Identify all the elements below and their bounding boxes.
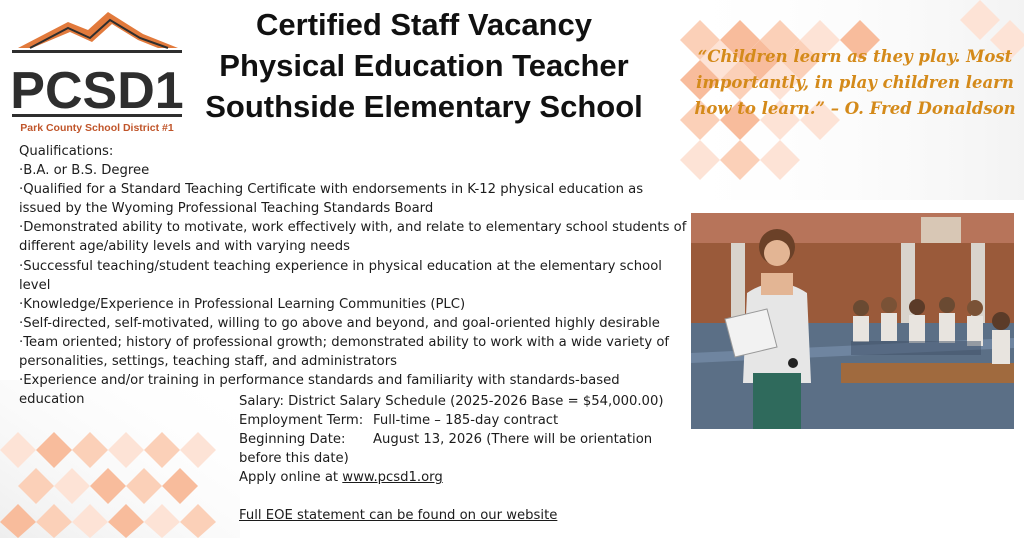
- title-line-position: Physical Education Teacher: [219, 48, 629, 83]
- eoe-statement-link[interactable]: Full EOE statement can be found on our website: [239, 508, 558, 524]
- spacer: [239, 487, 691, 506]
- beginning-date-row: [239, 430, 691, 468]
- qualification-item: ·Knowledge/Experience in Professional Learning Communities (PLC): [19, 296, 466, 312]
- qualifications-heading: Qualifications:: [19, 144, 114, 159]
- mountain-logo-graphic: [8, 8, 186, 136]
- teacher-gym-photo: [691, 213, 1014, 429]
- apply-online-row: [239, 468, 691, 487]
- qualification-item: ·B.A. or B.S. Degree: [19, 163, 150, 179]
- job-details-section: [239, 392, 691, 526]
- quote-text: “Children learn as they play. Most importantly, in play children learn how to learn.” – O. Fred Donaldson: [694, 47, 1016, 118]
- apply-online-text: Apply online at: [239, 470, 343, 486]
- qualification-item: ·Demonstrated ability to motivate, work effectively with, and relate to elementary school students of different age/ability levels and with varying needs: [19, 220, 687, 255]
- beginning-date-value: August 13, 2026 (There will be orientation before this date): [239, 432, 653, 467]
- eoe-row: [239, 506, 691, 525]
- district-logo: [8, 8, 186, 136]
- logo-abbr: PCSD1: [10, 62, 184, 120]
- salary-text: Salary: District Salary Schedule (2025-2026 Base = $54,000.00): [239, 394, 664, 409]
- title-line-school: Southside Elementary School: [205, 89, 643, 124]
- logo-district-name: Park County School District #1: [20, 122, 174, 134]
- page-title: [196, 4, 652, 127]
- employment-term-value: Full-time – 185-day contract: [373, 413, 559, 429]
- qualification-item: ·Qualified for a Standard Teaching Certificate with endorsements in K-12 physical education as issued by the Wyoming Professional Teaching Standards Board: [19, 182, 644, 217]
- employment-term-row: [239, 411, 691, 430]
- qualification-item: ·Successful teaching/student teaching experience in physical education at the elementary school level: [19, 258, 662, 293]
- qualifications-section: [19, 142, 687, 409]
- website-link[interactable]: www.pcsd1.org: [342, 470, 443, 486]
- qualification-item: ·Team oriented; history of professional growth; demonstrated ability to work with a wide variety of personalities, settings, teaching staff, and administrators: [19, 334, 670, 370]
- employment-term-label: Employment Term:: [239, 413, 364, 429]
- qualification-item: ·Self-directed, self-motivated, willing to go above and beyond, and goal-oriented highly desirable: [19, 315, 660, 331]
- beginning-date-label: Beginning Date:: [239, 432, 346, 448]
- title-line-vacancy: Certified Staff Vacancy: [256, 7, 592, 42]
- qualification-item: ·Experience and/or training in performance standards and familiarity with standards-based education: [19, 373, 620, 408]
